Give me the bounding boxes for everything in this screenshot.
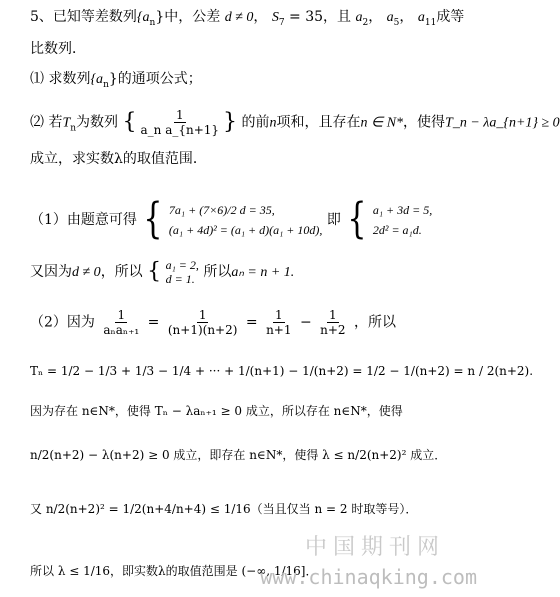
problem-line-1 [30,8,464,32]
text: ⑵ 若 [30,114,63,131]
equation-system [166,258,199,286]
brace: { [147,259,162,284]
text: 的通项公式； [117,71,202,87]
math: a [417,10,425,25]
numerator: 1 [329,308,337,322]
math: n [269,115,277,131]
denominator: n+2 [320,323,346,337]
text: 成等 [436,9,465,25]
problem-part-1 [30,70,202,94]
text: ⑴ 求数列 [30,71,91,87]
math: } [108,71,118,87]
text: 项和，且存在 [276,114,361,131]
text: ， [368,9,383,25]
brace: } [223,109,238,135]
fraction [264,308,293,337]
equation: (a₁ + 4d)² = (a₁ + d)(a₁ + 10d), [168,223,323,237]
equation: 2d² = a₁d. [372,223,422,237]
fraction [166,308,240,337]
equation: 7a₁ + (7×6)/2 d = 35, [168,203,275,217]
numerator: 1 [274,308,283,322]
fraction [139,108,222,137]
text: 又因为 [30,264,72,280]
text: （1）由题意可得 [30,212,137,228]
text: = [147,314,160,331]
math: S [271,10,279,25]
math: 11 [424,17,437,28]
watermark-text: 中国期刊网 [304,535,445,560]
math: T [62,115,71,131]
math: a [386,10,394,25]
text: ， [399,9,414,25]
problem-line-5: 成立，求实数λ的取值范围． [30,151,207,167]
fraction [318,308,347,337]
math: 7 [278,17,285,28]
text: 5、已知等差数列 [30,9,137,25]
equation: a₁ = 2, [165,258,199,272]
text: }中，公差 [155,9,221,25]
brace: { [143,194,163,244]
text: （2）因为 [30,314,95,331]
text: ， [253,9,268,25]
numerator: 1 [175,108,184,122]
math: n ∈ N* [360,115,404,131]
math: 5 [393,17,400,28]
equation: d = 1. [165,272,195,286]
solution-2-sum: Tₙ = 1/2 − 1/3 + 1/3 − 1/4 + ··· + 1/(n+1) − 1/(n+2) = 1/2 − 1/(n+2) = n / 2(n+2). [30,364,534,378]
denominator: a_n a_{n+1} [140,123,220,137]
solution-2-conclusion: 所以 λ ≤ 1/16，即实数λ的取值范围是 (−∞, 1/16]． [30,564,318,578]
solution-2 [30,308,396,337]
denominator: n+1 [266,323,292,337]
solution-2-line-7: 又 n/2(n+2)² = 1/2(n+4/n+4) ≤ 1/16（当且仅当 n = 2 时取等号）． [30,502,418,516]
text: = [245,314,258,331]
text: ，所以 [100,264,143,280]
numerator: 1 [117,308,126,322]
text: 为数列 [76,114,119,131]
brace: { [347,194,367,244]
math: n [70,123,77,134]
equation: a₁ + 3d = 5, [372,203,433,217]
text: 即 [326,212,341,228]
math: d ≠ 0 [72,265,101,280]
denominator: aₙaₙ₊₁ [103,323,140,337]
solution-2-line-5: 因为存在 n∈N*，使得 Tₙ − λaₙ₊₁ ≥ 0 成立，所以存在 n∈N*，使得 [30,404,403,418]
math: n [103,79,109,90]
text: ，使得 [403,114,446,131]
solution-2-line-6: n/2(n+2) − λ(n+2) ≥ 0 成立，即存在 n∈N*，使得 λ ≤ n/2(n+2)² 成立． [30,448,447,462]
math: = 35 [284,9,324,25]
solution-1 [30,194,433,244]
math: {a [90,72,104,87]
problem-part-2 [30,108,560,137]
math: T_n − λa_{n+1} ≥ 0 [445,115,560,131]
equation-system [169,200,322,240]
equation-system [373,200,432,240]
text: − [299,314,312,331]
watermark-url: www.chinaqking.com [260,565,477,589]
math: d ≠ 0 [224,10,254,25]
math: 2 [362,17,369,28]
denominator: (n+1)(n+2) [167,323,238,337]
math: n [149,17,156,28]
math: {a [136,10,150,25]
problem-line-2: 比数列． [30,41,86,57]
math: aₙ = n + 1. [231,265,295,280]
brace: { [122,109,137,135]
text: ，所以 [354,314,396,331]
text: ，且 [323,9,352,25]
fraction [101,308,141,337]
text: 的前 [241,114,270,131]
solution-1-conclusion [30,258,294,286]
numerator: 1 [198,308,207,322]
math: a [355,10,363,25]
text: 所以 [203,264,232,280]
